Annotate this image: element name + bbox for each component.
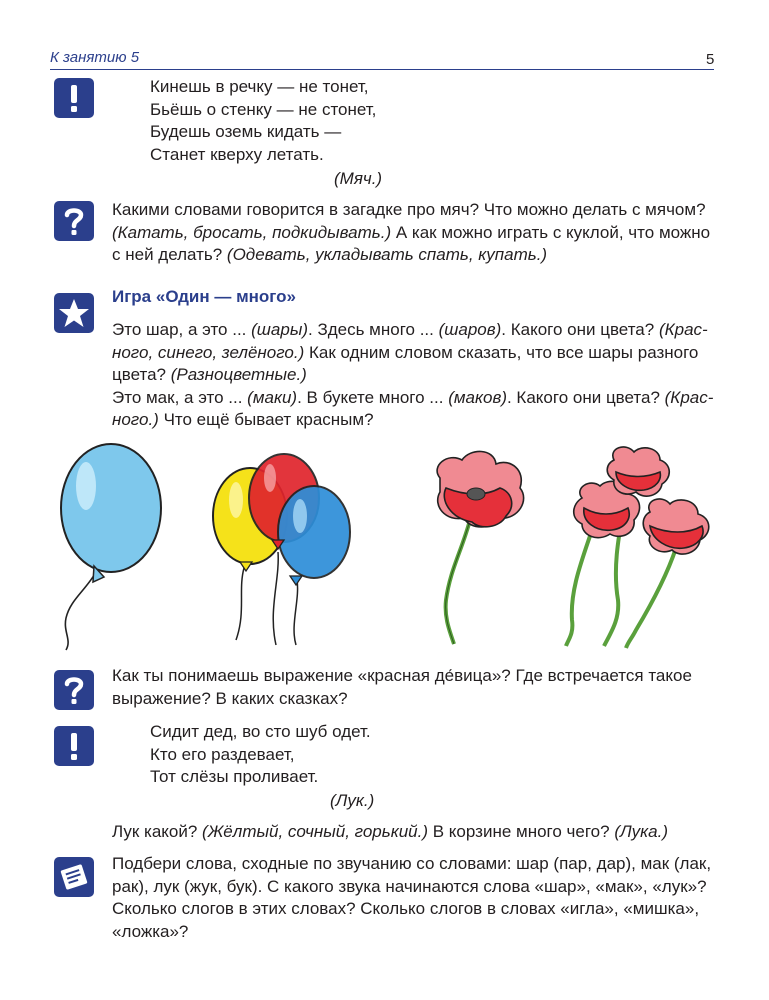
- poppy-bouquet: [566, 447, 709, 648]
- riddle-onion: [150, 721, 371, 789]
- balloon-single-blue: [61, 444, 161, 650]
- poppy-single: [437, 451, 524, 644]
- exclamation-icon: [54, 78, 94, 118]
- text-line: цвета? (Разноцветные.): [112, 365, 307, 384]
- text-line: «ложка»?: [112, 921, 189, 941]
- onion-question: [112, 821, 716, 844]
- text-line: Это мак, а это ... (маки). В букете много ... (маков). Какого они цвета? (Крас-: [112, 387, 714, 407]
- riddle-ball: [150, 76, 376, 166]
- riddle-line: Кто его раздевает,: [150, 744, 295, 764]
- illustration-balloons-and-poppies: [0, 440, 769, 660]
- question-icon: [54, 670, 94, 710]
- exclamation-icon: [54, 726, 94, 766]
- star-icon: [54, 293, 94, 333]
- page-section-title: К занятию 5: [50, 49, 140, 66]
- balloons-group: [213, 454, 350, 645]
- text-line: Сколько слогов в этих словах? Сколько слогов в словах «игла», «мишка»,: [112, 899, 700, 918]
- page-number: 5: [706, 51, 715, 68]
- game-text: [112, 319, 716, 432]
- question-maiden: [112, 665, 716, 710]
- text-line: ного, синего, зелёного.) Как одним словом сказать, что все шары разного: [112, 342, 699, 362]
- text-line: рак), лук (жук, бук). С какого звука начинаются слова «шар», «мак», «лук»?: [112, 876, 707, 896]
- task-words: [112, 853, 716, 943]
- notebook-icon: [54, 857, 94, 897]
- text-line: выражение? В каких сказках?: [112, 688, 348, 708]
- text-line: Это шар, а это ... (шары). Здесь много ... (шаров). Какого они цвета? (Крас-: [112, 320, 708, 339]
- riddle-line: Тот слёзы проливает.: [150, 767, 319, 786]
- text-line: Как ты понимаешь выражение «красная де́вица»? Где встречается такое: [112, 666, 692, 685]
- riddle-line: Кинешь в речку — не тонет,: [150, 77, 369, 96]
- header-rule: [50, 69, 714, 70]
- riddle-line: Бьёшь о стенку — не стонет,: [150, 99, 377, 119]
- text-line: Подбери слова, сходные по звучанию со словами: шар (пар, дар), мак (лак,: [112, 854, 712, 873]
- text-line: с ней делать? (Одевать, укладывать спать, купать.): [112, 245, 548, 264]
- text-line: ного.) Что ещё бывает красным?: [112, 410, 374, 429]
- text-line: Какими словами говорится в загадке про мяч? Что можно делать с мячом?: [112, 200, 706, 219]
- riddle-line: Станет кверху летать.: [150, 144, 324, 164]
- text-line: (Катать, бросать, подкидывать.) А как можно играть с куклой, что можно: [112, 222, 711, 242]
- game-title: Игра «Один — много»: [112, 287, 296, 306]
- riddle-line: Сидит дед, во сто шуб одет.: [150, 722, 371, 741]
- text-line: Лук какой? (Жёлтый, сочный, горький.) В корзине много чего? (Лука.): [112, 822, 668, 841]
- question-ball: [112, 199, 716, 267]
- riddle-answer: (Лук.): [330, 791, 375, 810]
- question-icon: [54, 201, 94, 241]
- riddle-line: Будешь оземь кидать —: [150, 122, 342, 141]
- riddle-answer: (Мяч.): [334, 169, 383, 188]
